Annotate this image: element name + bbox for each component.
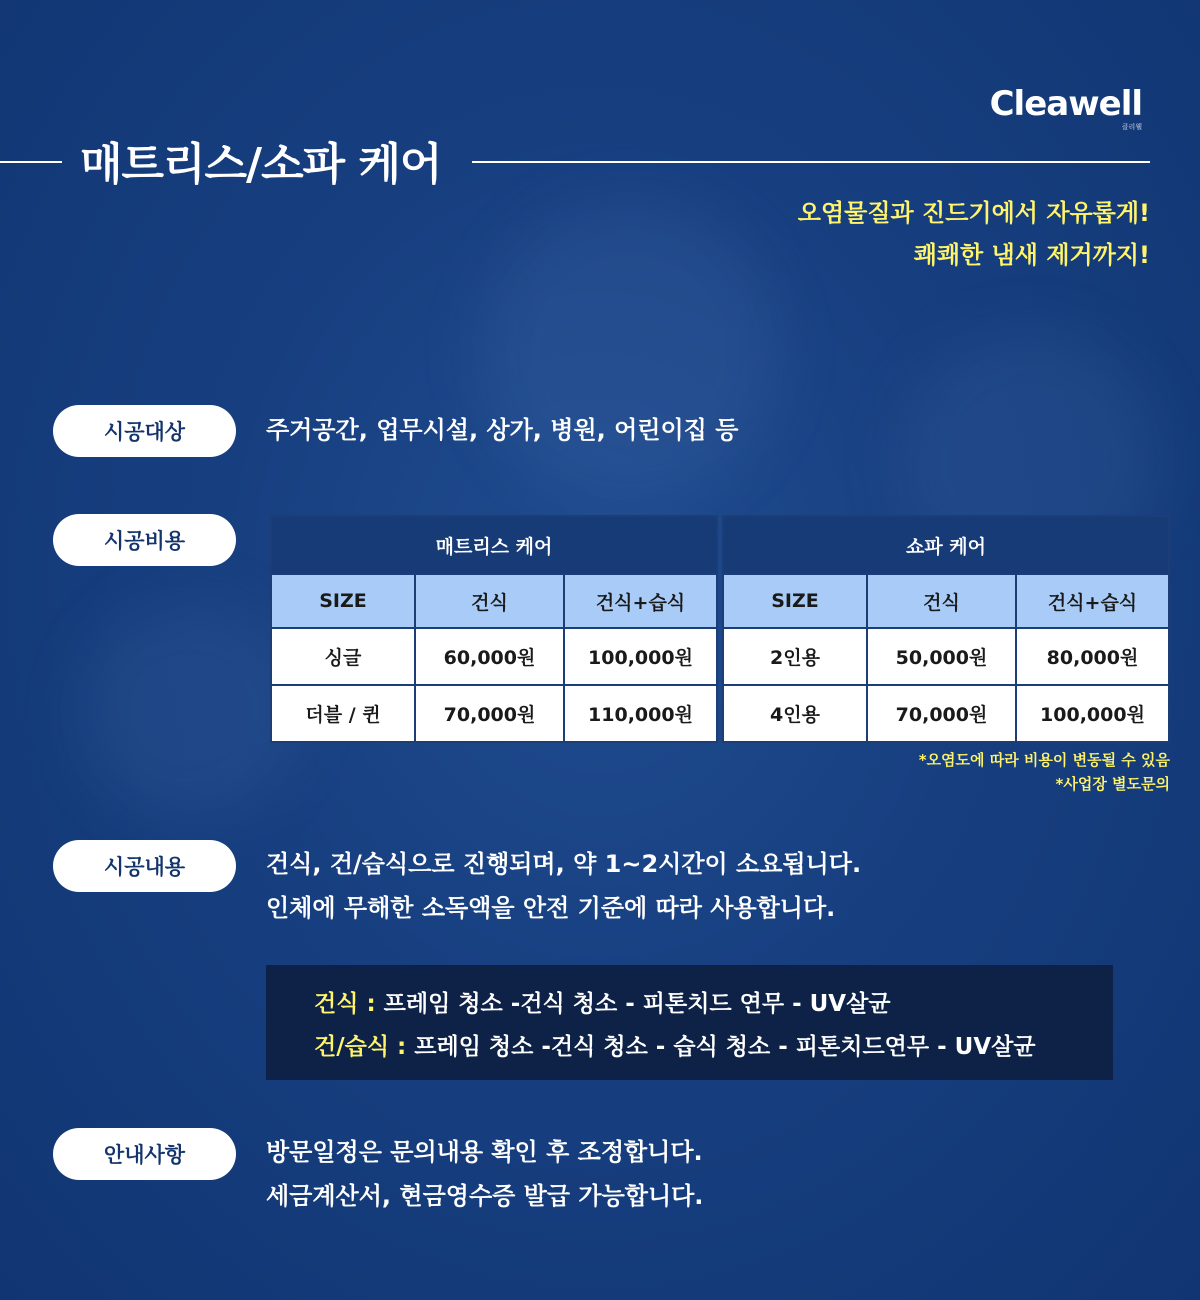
background-blob <box>80 600 300 820</box>
table-cell: 50,000원 <box>867 628 1016 685</box>
notice-text <box>266 1130 703 1218</box>
title-divider-right <box>472 161 1150 163</box>
notice-line: 세금계산서, 현금영수증 발급 가능합니다. <box>266 1182 704 1210</box>
table-cell: 80,000원 <box>1016 628 1169 685</box>
content-label: 시공내용 <box>53 840 236 892</box>
table-header-cell: 건식 <box>415 574 564 628</box>
table-cell: 싱글 <box>271 628 415 685</box>
table-caption: 쇼파 케어 <box>723 516 1169 574</box>
table-cell: 2인용 <box>723 628 867 685</box>
table-cell: 110,000원 <box>564 685 717 742</box>
table-header-cell: SIZE <box>723 574 867 628</box>
table-header-cell: SIZE <box>271 574 415 628</box>
logo-text: Cleawell <box>989 84 1142 124</box>
table-cell: 100,000원 <box>1016 685 1169 742</box>
slogan-line-2: 쾌쾌한 냄새 제거까지! <box>913 241 1150 269</box>
title-divider-left <box>0 161 62 163</box>
notice-line: 방문일정은 문의내용 확인 후 조정합니다. <box>266 1138 703 1166</box>
table-row <box>271 685 717 742</box>
logo-subtext: 클리웰 <box>1121 123 1142 131</box>
title-row <box>0 128 1150 198</box>
price-notes <box>919 748 1170 796</box>
page-title: 매트리스/소파 케어 <box>80 139 442 190</box>
table-cell: 60,000원 <box>415 628 564 685</box>
table-cell: 4인용 <box>723 685 867 742</box>
process-dry-steps: 프레임 청소 -건식 청소 - 피톤치드 연무 - UV살균 <box>375 991 891 1017</box>
table-row <box>723 628 1169 685</box>
brand-logo <box>990 84 1142 132</box>
table-header-cell: 건식+습식 <box>1016 574 1169 628</box>
table-cell: 70,000원 <box>415 685 564 742</box>
mattress-price-table <box>270 515 718 743</box>
table-row <box>271 628 717 685</box>
cost-label: 시공비용 <box>53 514 236 566</box>
target-label: 시공대상 <box>53 405 236 457</box>
table-cell: 70,000원 <box>867 685 1016 742</box>
table-header-cell: 건식 <box>867 574 1016 628</box>
sofa-price-table <box>722 515 1170 743</box>
content-line: 인체에 무해한 소독액을 안전 기준에 따라 사용합니다. <box>266 894 836 922</box>
process-wet-steps: 프레임 청소 -건식 청소 - 습식 청소 - 피톤치드연무 - UV살균 <box>406 1034 1036 1060</box>
content-line: 건식, 건/습식으로 진행되며, 약 1~2시간이 소요됩니다. <box>266 850 862 878</box>
table-row <box>723 685 1169 742</box>
target-text: 주거공간, 업무시설, 상가, 병원, 어린이집 등 <box>266 416 739 444</box>
table-header-cell: 건식+습식 <box>564 574 717 628</box>
process-dry-key: 건식 : <box>314 991 376 1017</box>
process-wet <box>314 1026 1113 1069</box>
note-line: *오염도에 따라 비용이 변동될 수 있음 <box>918 751 1170 769</box>
process-dry <box>314 983 1113 1026</box>
table-cell: 더블 / 퀸 <box>271 685 415 742</box>
table-cell: 100,000원 <box>564 628 717 685</box>
process-wet-key: 건/습식 : <box>314 1034 407 1060</box>
content-text <box>266 842 861 930</box>
table-caption: 매트리스 케어 <box>271 516 717 574</box>
slogan <box>798 192 1150 276</box>
notice-label: 안내사항 <box>53 1128 236 1180</box>
background-blob <box>480 200 780 500</box>
process-box <box>266 965 1113 1080</box>
note-line: *사업장 별도문의 <box>1055 775 1170 793</box>
slogan-line-1: 오염물질과 진드기에서 자유롭게! <box>797 199 1150 227</box>
